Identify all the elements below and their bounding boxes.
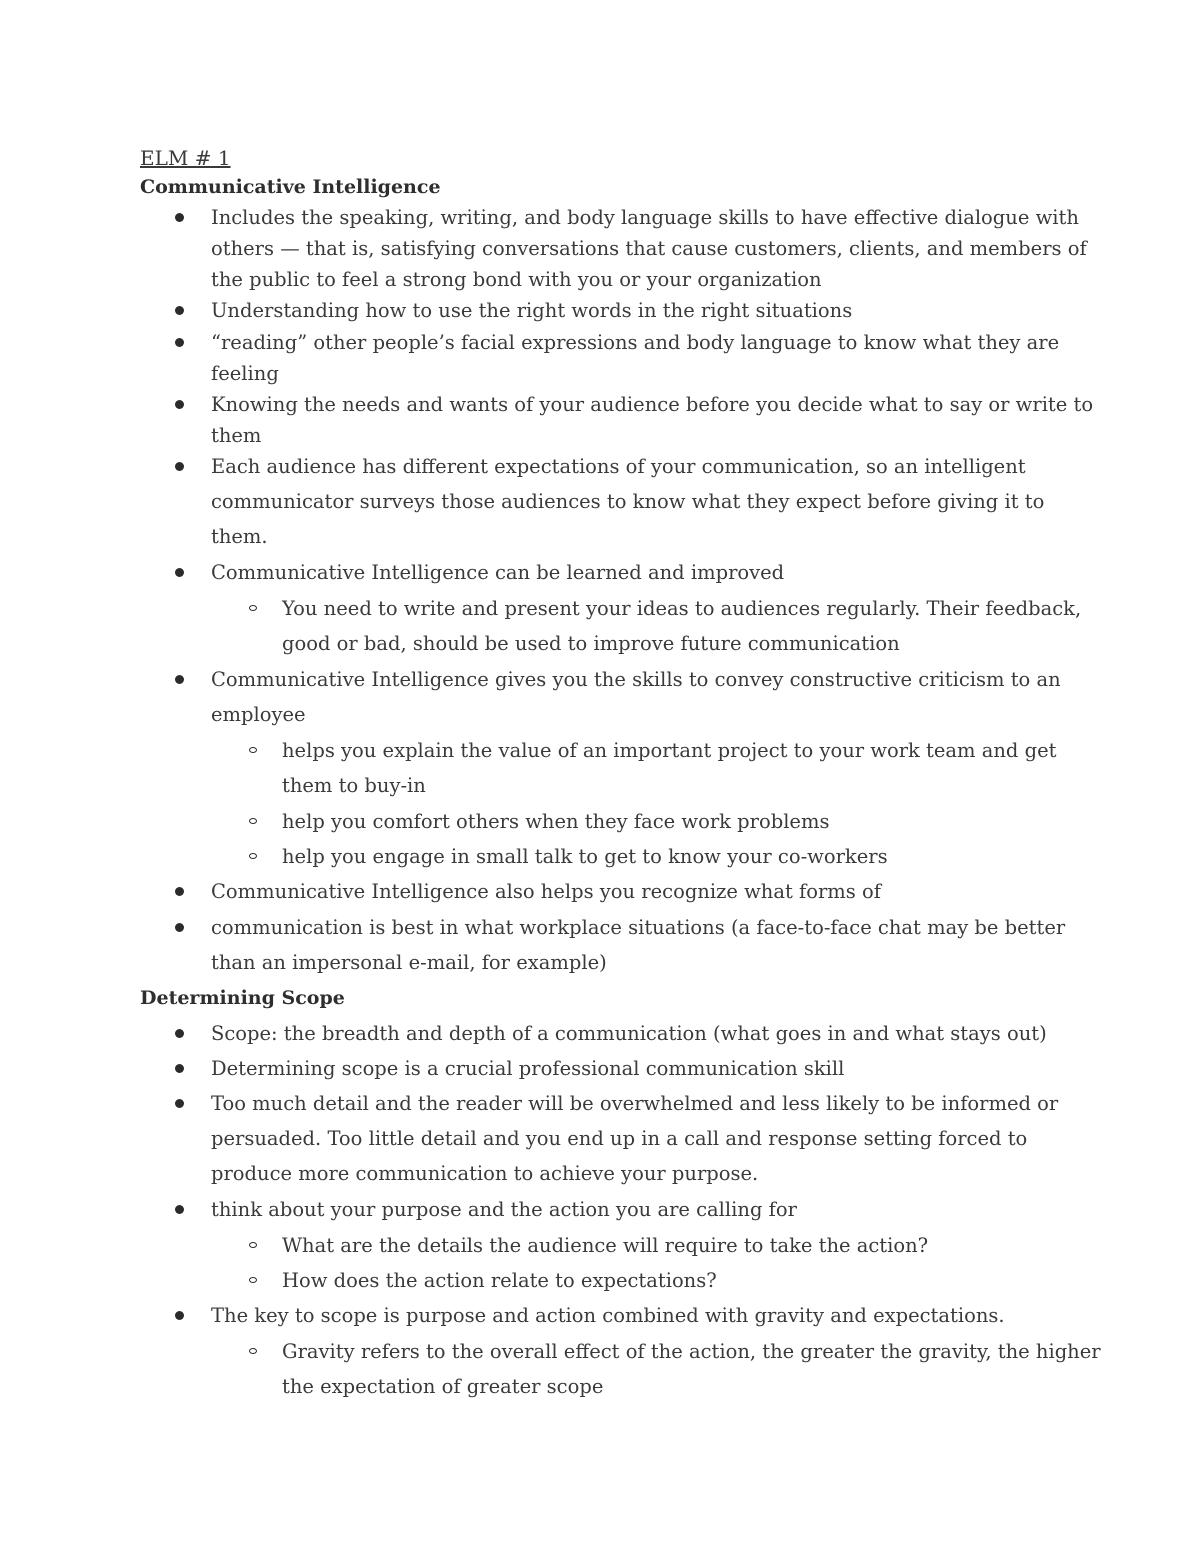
list-item: help you engage in small talk to get to know your co-workers [282, 839, 1072, 874]
list-item: “reading” other people’s facial expressions and body language to know what they are feeling [211, 327, 1071, 389]
list-item: Communicative Intelligence can be learned and improved [211, 555, 1071, 590]
bullet-icon [175, 1311, 184, 1320]
bullet-icon [175, 568, 184, 577]
list-item: Scope: the breadth and depth of a communication (what goes in and what stays out) [211, 1016, 1071, 1051]
list-item: think about your purpose and the action you are calling for [211, 1192, 1071, 1227]
circle-bullet-icon [249, 1277, 257, 1283]
circle-bullet-icon [249, 747, 257, 753]
bullet-icon [175, 213, 184, 222]
list-item: What are the details the audience will require to take the action? [282, 1228, 1072, 1263]
list-item: Gravity refers to the overall effect of the action, the greater the gravity, the higher the expectation of greater scope [282, 1334, 1072, 1404]
circle-bullet-icon [249, 853, 257, 859]
circle-bullet-icon [249, 818, 257, 824]
list-item: The key to scope is purpose and action combined with gravity and expectations. [211, 1298, 1071, 1333]
list-item: communication is best in what workplace situations (a face-to-face chat may be better than an impersonal e-mail, for example) [211, 910, 1071, 980]
circle-bullet-icon [249, 1242, 257, 1248]
bullet-icon [175, 400, 184, 409]
bullet-icon [175, 1205, 184, 1214]
bullet-icon [175, 1029, 184, 1038]
list-item: helps you explain the value of an important project to your work team and get them to buy-in [282, 733, 1072, 803]
bullet-icon [175, 306, 184, 315]
bullet-icon [175, 462, 184, 471]
circle-bullet-icon [249, 605, 257, 611]
document-title: ELM # 1 [140, 146, 231, 170]
section-heading-determining-scope: Determining Scope [140, 987, 345, 1009]
bullet-icon [175, 1064, 184, 1073]
bullet-icon [175, 1099, 184, 1108]
list-item: Each audience has different expectations of your communication, so an intelligent communicator surveys those audiences to know what they expect before giving it to them. [211, 449, 1071, 554]
list-item: You need to write and present your ideas to audiences regularly. Their feedback, good or bad, should be used to improve future communication [282, 591, 1072, 661]
bullet-icon [175, 675, 184, 684]
list-item: Communicative Intelligence gives you the skills to convey constructive criticism to an employee [211, 662, 1071, 732]
bullet-icon [175, 887, 184, 896]
list-item: Understanding how to use the right words in the right situations [211, 295, 1071, 326]
list-item: Determining scope is a crucial professional communication skill [211, 1051, 1071, 1086]
list-item: help you comfort others when they face work problems [282, 804, 1072, 839]
list-item: Knowing the needs and wants of your audience before you decide what to say or write to them [211, 389, 1071, 451]
circle-bullet-icon [249, 1348, 257, 1354]
list-item: Too much detail and the reader will be overwhelmed and less likely to be informed or persuaded. Too little detail and you end up in a call and response setting forced to produce more communication to achieve your purpose. [211, 1086, 1071, 1191]
bullet-icon [175, 923, 184, 932]
bullet-icon [175, 338, 184, 347]
list-item: How does the action relate to expectations? [282, 1263, 1072, 1298]
section-heading-communicative-intelligence: Communicative Intelligence [140, 176, 441, 198]
list-item: Communicative Intelligence also helps you recognize what forms of [211, 874, 1071, 909]
list-item: Includes the speaking, writing, and body language skills to have effective dialogue with others — that is, satisfying conversations that cause customers, clients, and members of the public to feel a strong bond with you or your organization [211, 202, 1071, 295]
